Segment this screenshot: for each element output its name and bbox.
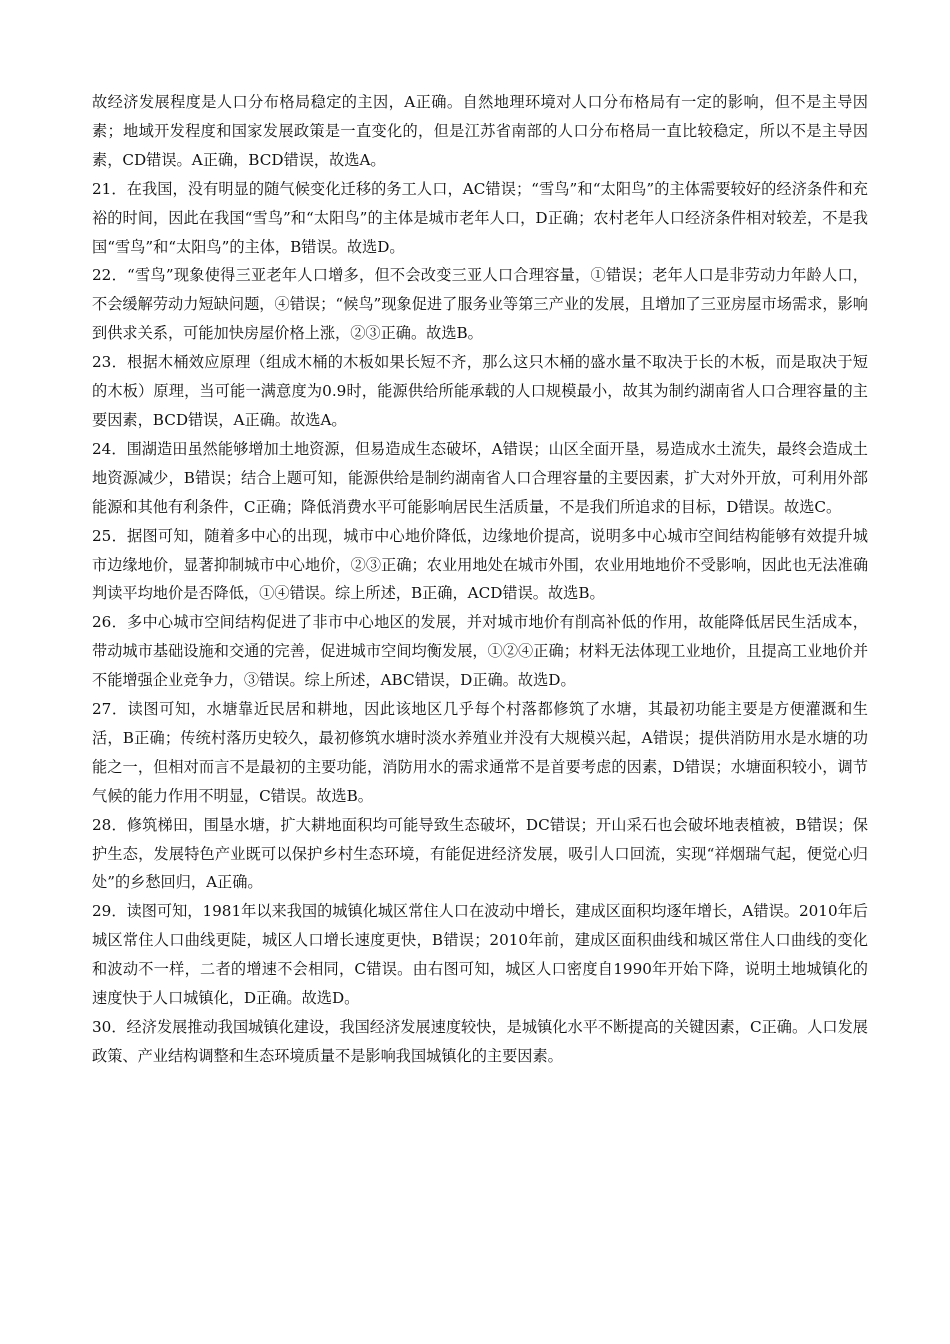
paragraph-answer-21: 21．在我国，没有明显的随气候变化迁移的务工人口，AC错误；“雪鸟”和“太阳鸟”的主体需要较好的经济条件和充裕的时间，因此在我国“雪鸟”和“太阳鸟”的主体是城市老年人口，D正确；农村老年人口经济条件相对较差，不是我国“雪鸟”和“太阳鸟”的主体，B错误。故选D。 [92, 179, 868, 256]
paragraph-answer-29: 29．读图可知，1981年以来我国的城镇化城区常住人口在波动中增长，建成区面积均逐年增长，A错误。2010年后城区常住人口曲线更陡，城区人口增长速度更快，B错误；2010年前，建成区面积曲线和城区常住人口曲线的变化和波动不一样，二者的增速不会相同，C错误。由右图可知，城区人口密度自1990年开始下降，说明土地城镇化的速度快于人口城镇化，D正确。故选D。 [92, 902, 868, 1008]
paragraph-answer-26: 26．多中心城市空间结构促进了非市中心地区的发展，并对城市地价有削高补低的作用，故能降低居民生活成本，带动城市基础设施和交通的完善，促进城市空间均衡发展，①②④正确；材料无法体现工业地价，且提高工业地价并不能增强企业竞争力，③错误。综上所述，ABC错误，D正确。故选D。 [92, 613, 868, 690]
paragraph-answer-30: 30．经济发展推动我国城镇化建设，我国经济发展速度较快，是城镇化水平不断提高的关键因素，C正确。人口发展政策、产业结构调整和生态环境质量不是影响我国城镇化的主要因素。 [92, 1018, 868, 1065]
paragraph-answer-28: 28．修筑梯田，围垦水塘，扩大耕地面积均可能导致生态破坏，DC错误；开山采石也会破坏地表植被，B错误；保护生态，发展特色产业既可以保护乡村生态环境，有能促进经济发展，吸引人口回流，实现“祥烟瑞气起，便觉心归处”的乡愁回归，A正确。 [92, 815, 868, 892]
answer-explanation-page [92, 88, 868, 1071]
paragraph-answer-23: 23．根据木桶效应原理（组成木桶的木板如果长短不齐，那么这只木桶的盛水量不取决于长的木板，而是取决于短的木板）原理，当可能一满意度为0.9时，能源供给所能承载的人口规模最小，故其为制约湖南省人口合理容量的主要因素，BCD错误，A正确。故选A。 [92, 353, 868, 429]
paragraph-answer-24: 24．围湖造田虽然能够增加土地资源，但易造成生态破坏，A错误；山区全面开垦，易造成水土流失，最终会造成土地资源减少，B错误；结合上题可知，能源供给是制约湖南省人口合理容量的主要因素，扩大对外开放，可利用外部能源和其他有利条件，C正确；降低消费水平可能影响居民生活质量，不是我们所追求的目标，D错误。故选C。 [92, 439, 868, 516]
paragraph-answer-25: 25．据图可知，随着多中心的出现，城市中心地价降低，边缘地价提高，说明多中心城市空间结构能够有效提升城市边缘地价，显著抑制城市中心地价，②③正确；农业用地处在城市外围，农业用地地价不受影响，因此也无法准确判读平均地价是否降低，①④错误。综上所述，B正确，ACD错误。故选B。 [92, 526, 868, 603]
paragraph-answer-27: 27．读图可知，水塘靠近民居和耕地，因此该地区几乎每个村落都修筑了水塘，其最初功能主要是方便灌溉和生活，B正确；传统村落历史较久，最初修筑水塘时淡水养殖业并没有大规模兴起，A错误；提供消防用水是水塘的功能之一，但相对而言不是最初的主要功能，消防用水的需求通常不是首要考虑的因素，D错误；水塘面积较小，调节气候的能力作用不明显，C错误。故选B。 [92, 700, 868, 805]
paragraph-continuation-20: 故经济发展程度是人口分布格局稳定的主因，A正确。自然地理环境对人口分布格局有一定的影响，但不是主导因素；地域开发程度和国家发展政策是一直变化的，但是江苏省南部的人口分布格局一直比较稳定，所以不是主导因素，CD错误。A正确，BCD错误，故选A。 [92, 93, 868, 169]
paragraph-answer-22: 22．“雪鸟”现象使得三亚老年人口增多，但不会改变三亚人口合理容量，①错误；老年人口是非劳动力年龄人口，不会缓解劳动力短缺问题，④错误；“候鸟”现象促进了服务业等第三产业的发展，且增加了三亚房屋市场需求，影响到供求关系，可能加快房屋价格上涨，②③正确。故选B。 [92, 266, 868, 343]
